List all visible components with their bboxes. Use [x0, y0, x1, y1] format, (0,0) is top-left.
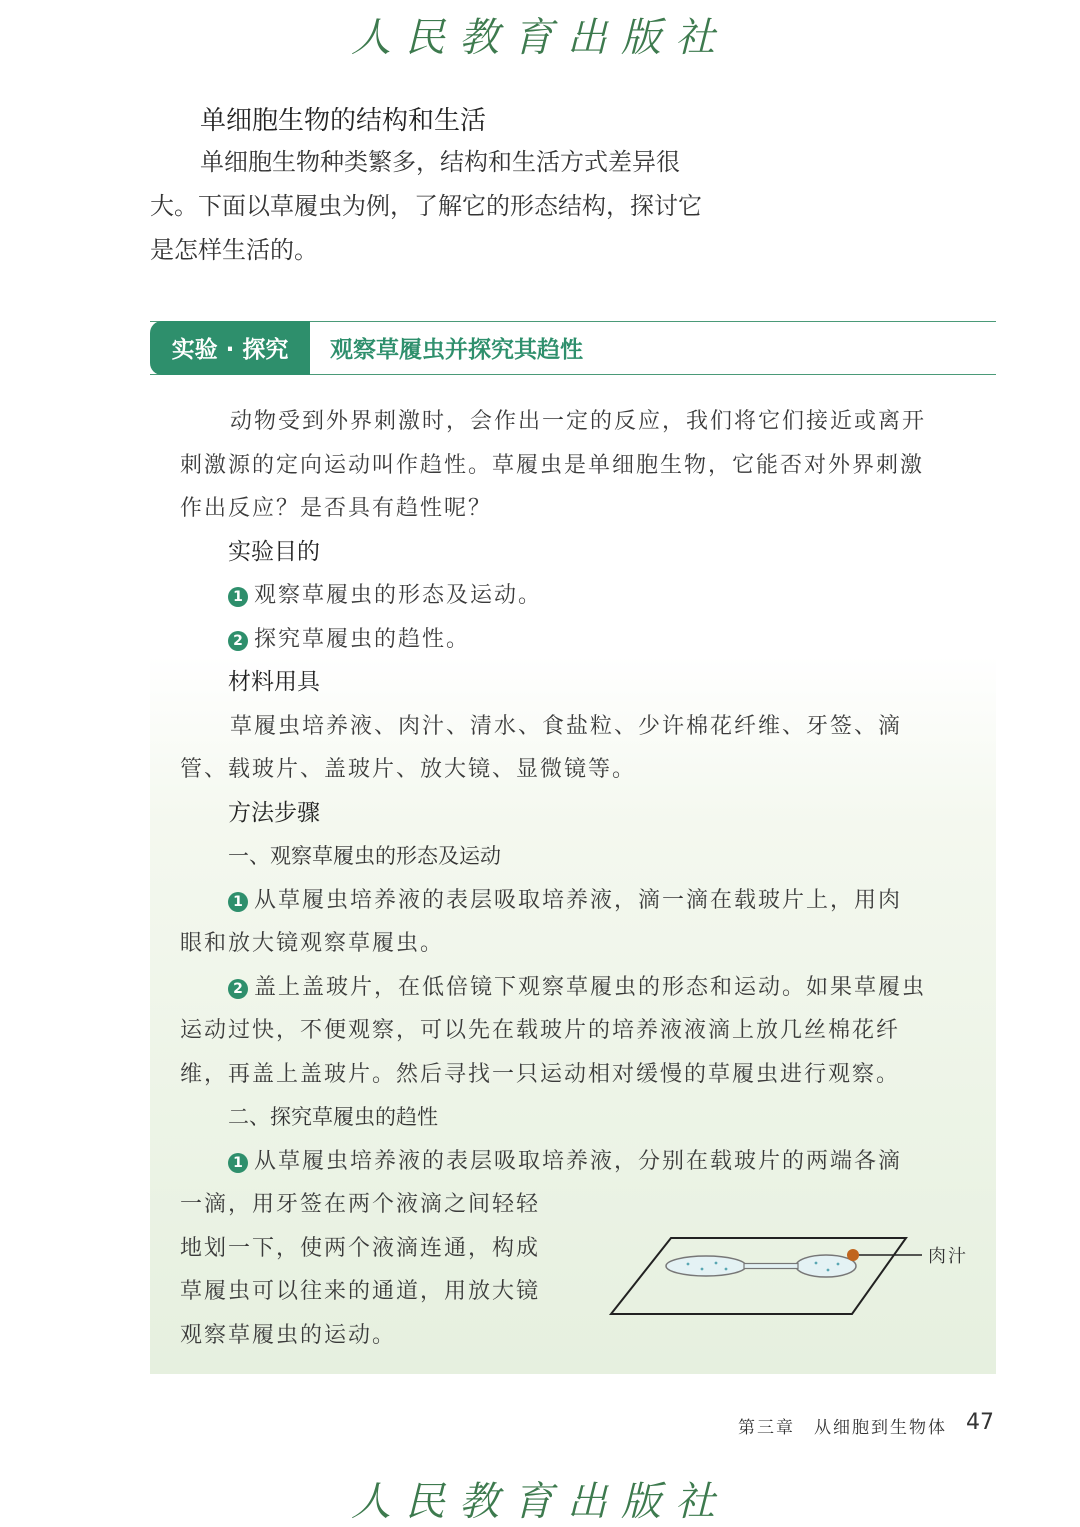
body-line: 刺激源的定向运动叫作趋性。草履虫是单细胞生物，它能否对外界刺激: [180, 452, 925, 478]
publisher-watermark-bottom: 人民教育出版社: [351, 1479, 729, 1525]
number-badge: 2: [228, 631, 248, 651]
experiment-box-header: [150, 321, 996, 375]
part1-heading: 一、观察草履虫的形态及运动: [228, 844, 501, 868]
experiment-tag: 实验 · 探究: [150, 321, 310, 375]
part2-heading: 二、探究草履虫的趋性: [228, 1105, 438, 1129]
page-number: 47: [966, 1410, 994, 1435]
chapter-footer: 第三章 从细胞到生物体: [738, 1418, 947, 1438]
section-title: 单细胞生物的结构和生活: [200, 106, 487, 136]
connecting-channel: [744, 1264, 798, 1269]
step-line: 1 从草履虫培养液的表层吸取培养液，滴一滴在载玻片上，用肉: [180, 879, 966, 923]
step-line: 一滴，用牙签在两个液滴之间轻轻: [180, 1192, 541, 1217]
experiment-title: 观察草履虫并探究其趋性: [330, 337, 583, 363]
left-droplet: [666, 1256, 746, 1276]
step-line: 1 从草履虫培养液的表层吸取培养液，分别在载玻片的两端各滴: [180, 1140, 966, 1184]
intro-line: 是怎样生活的。: [150, 236, 318, 264]
experiment-body: [180, 400, 966, 1357]
step-line: 眼和放大镜观察草履虫。: [180, 931, 445, 956]
number-badge: 1: [228, 1153, 248, 1173]
intro-line: 大。下面以草履虫为例，了解它的形态结构，探讨它: [150, 192, 702, 220]
body-line: 动物受到外界刺激时，会作出一定的反应，我们将它们接近或离开: [230, 409, 927, 434]
materials-line: 管、载玻片、盖玻片、放大镜、显微镜等。: [180, 757, 637, 782]
materials-heading: 材料用具: [228, 669, 320, 695]
step-line: 2 盖上盖玻片，在低倍镜下观察草履虫的形态和运动。如果草履虫: [180, 966, 966, 1010]
number-badge: 1: [228, 892, 248, 912]
method-heading: 方法步骤: [228, 799, 320, 826]
publisher-watermark-top: 人民教育出版社: [351, 15, 729, 61]
purpose-item: 1 观察草履虫的形态及运动。: [180, 574, 966, 618]
step-line: 地划一下，使两个液滴连通，构成: [180, 1235, 541, 1261]
number-badge: 1: [228, 587, 248, 607]
number-badge: 2: [228, 979, 248, 999]
step-line: 草履虫可以往来的通道，用放大镜: [180, 1279, 541, 1304]
step-line: 运动过快，不便观察，可以先在载玻片的培养液液滴上放几丝棉花纤: [180, 1018, 901, 1043]
glass-slide: [611, 1238, 906, 1314]
section-intro: [150, 140, 730, 272]
step-left-column: [180, 1183, 570, 1357]
step-line: 观察草履虫的运动。: [180, 1322, 397, 1348]
purpose-item: 2 探究草履虫的趋性。: [180, 618, 966, 662]
materials-line: 草履虫培养液、肉汁、清水、食盐粒、少许棉花纤维、牙签、滴: [230, 713, 903, 739]
slide-diagram: [606, 1228, 926, 1320]
meat-juice-label: 肉汁: [928, 1246, 968, 1267]
purpose-heading: 实验目的: [228, 538, 320, 565]
intro-line: 单细胞生物种类繁多，结构和生活方式差异很: [200, 148, 680, 176]
right-droplet: [796, 1255, 856, 1277]
meat-juice-dot: [847, 1249, 859, 1261]
body-line: 作出反应？是否具有趋性呢？: [180, 496, 493, 521]
step-line: 维，再盖上盖玻片。然后寻找一只运动相对缓慢的草履虫进行观察。: [180, 1061, 901, 1087]
